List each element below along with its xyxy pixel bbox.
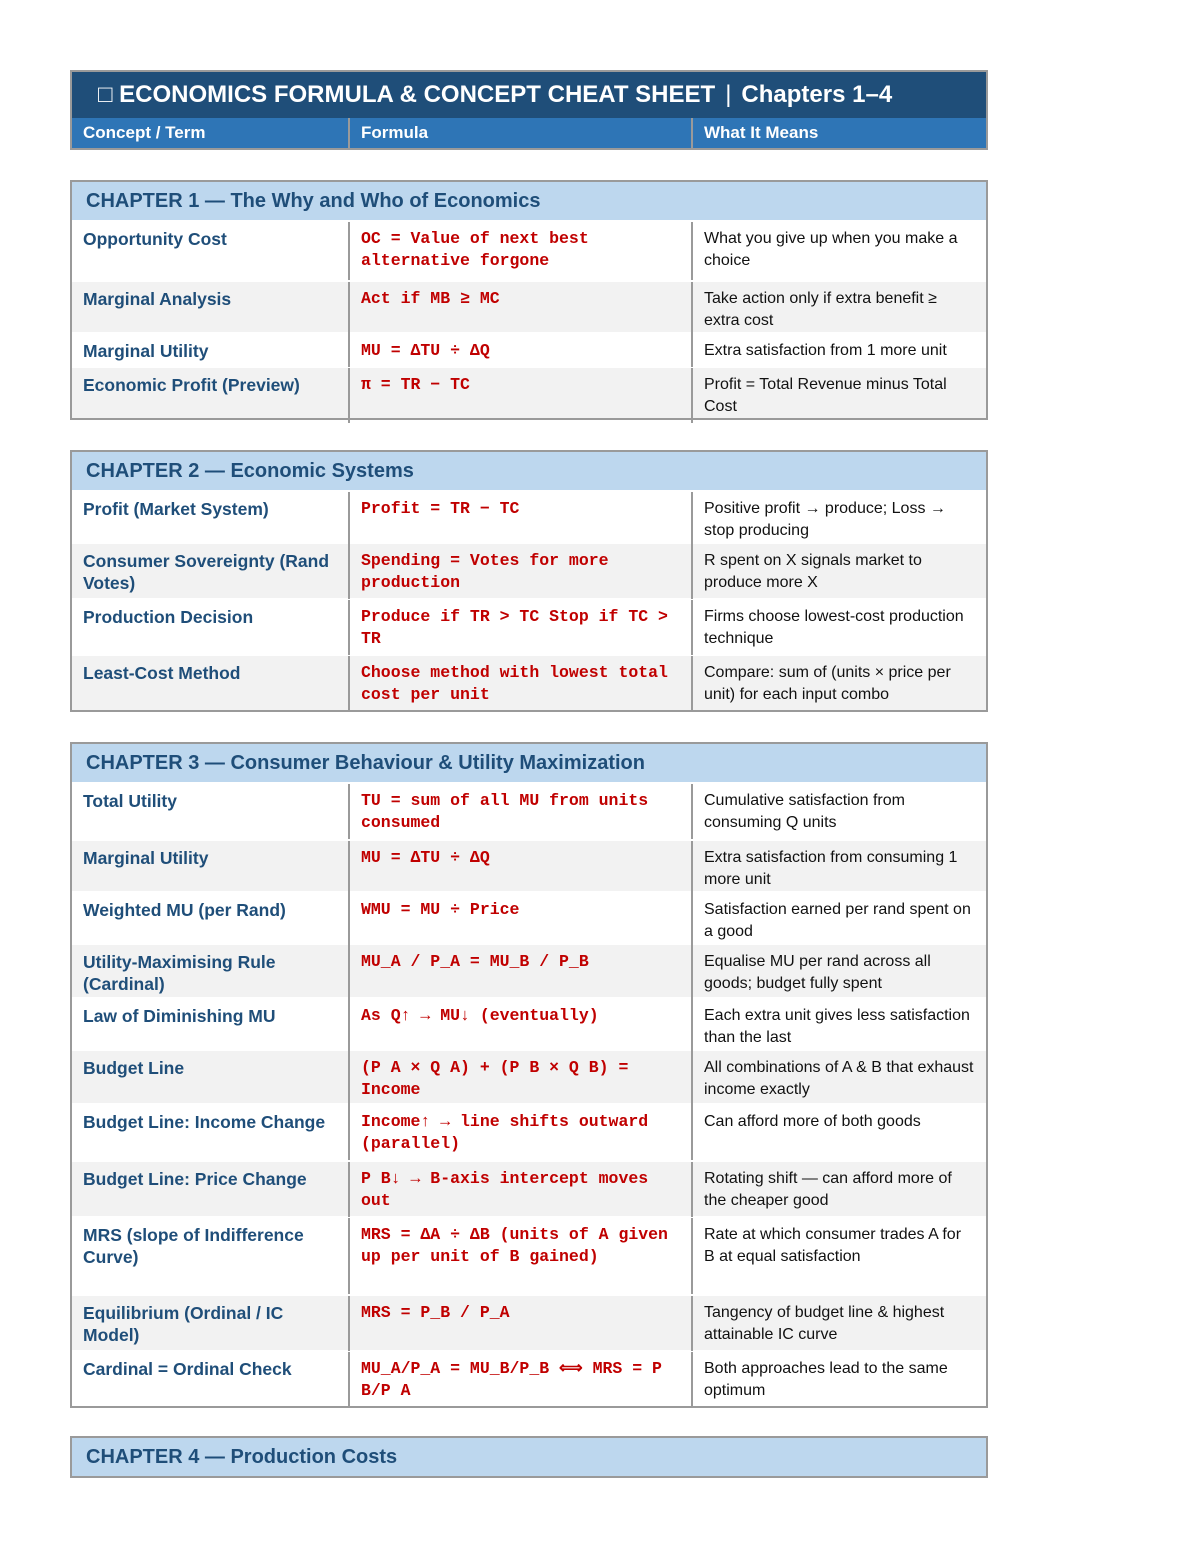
meaning-cell: Can afford more of both goods xyxy=(704,1113,921,1130)
formula-cell: MU_A / P_A = MU_B / P_B xyxy=(350,945,693,1000)
term-cell: Budget Line: Income Change xyxy=(72,1105,350,1160)
meaning-cell: Tangency of budget line & highest attainable IC curve xyxy=(704,1304,945,1343)
table-row xyxy=(72,839,986,891)
formula-cell: OC = Value of next best alternative forgone xyxy=(350,222,693,280)
meaning-cell: Equalise MU per rand across all goods; budget fully spent xyxy=(704,953,931,992)
formula-cell: Profit = TR − TC xyxy=(350,492,693,547)
sheet-title: ECONOMICS FORMULA & CONCEPT CHEAT SHEET xyxy=(119,81,716,108)
meaning-cell: Profit = Total Revenue minus Total Cost xyxy=(704,376,947,415)
table-row xyxy=(72,1103,986,1160)
formula-cell: TU = sum of all MU from units consumed xyxy=(350,784,693,839)
chapter-section-3 xyxy=(70,742,988,1408)
column-header-term: Concept / Term xyxy=(72,118,350,148)
meaning-cell: Positive profit → produce; Loss → stop producing xyxy=(704,500,946,539)
table-row xyxy=(72,1049,986,1103)
meaning-cell: Each extra unit gives less satisfaction than the last xyxy=(704,1007,970,1046)
formula-cell: MU = ΔTU ÷ ΔQ xyxy=(350,334,693,367)
meaning-cell: Rotating shift — can afford more of the cheaper good xyxy=(704,1170,952,1209)
term-cell: Marginal Utility xyxy=(72,841,350,896)
chapter-section-4 xyxy=(70,1436,988,1478)
meaning-cell: Cumulative satisfaction from consuming Q units xyxy=(704,792,905,831)
title-separator: | xyxy=(725,81,732,108)
term-cell: MRS (slope of Indifference Curve) xyxy=(72,1218,350,1294)
term-cell: Law of Diminishing MU xyxy=(72,999,350,1054)
meaning-cell: Firms choose lowest-cost production technique xyxy=(704,608,964,647)
term-cell: Equilibrium (Ordinal / IC Model) xyxy=(72,1296,350,1351)
term-cell: Budget Line: Price Change xyxy=(72,1162,350,1217)
meaning-cell: All combinations of A & B that exhaust income exactly xyxy=(704,1059,974,1098)
meaning-cell: Extra satisfaction from 1 more unit xyxy=(704,342,947,359)
chapter-heading: CHAPTER 2 — Economic Systems xyxy=(72,450,986,490)
meaning-cell: Compare: sum of (units × price per unit) for each input combo xyxy=(704,664,951,703)
meaning-cell: What you give up when you make a choice xyxy=(704,230,958,269)
table-row xyxy=(72,332,986,366)
sheet-title-bar xyxy=(70,70,988,118)
table-row xyxy=(72,997,986,1049)
table-row xyxy=(72,1160,986,1216)
meaning-cell: Take action only if extra benefit ≥ extra cost xyxy=(704,290,937,329)
formula-cell: MRS = ΔA ÷ ΔB (units of A given up per unit of B gained) xyxy=(350,1218,693,1294)
term-cell: Weighted MU (per Rand) xyxy=(72,893,350,948)
table-row xyxy=(72,1350,986,1406)
meaning-cell: Satisfaction earned per rand spent on a good xyxy=(704,901,971,940)
table-row xyxy=(72,280,986,332)
cheat-sheet xyxy=(70,70,988,1478)
table-row xyxy=(72,542,986,598)
formula-cell: (P A × Q A) + (P B × Q B) = Income xyxy=(350,1051,693,1106)
term-cell: Opportunity Cost xyxy=(72,222,350,280)
chapter-heading: CHAPTER 4 — Production Costs xyxy=(72,1436,986,1476)
chapter-section-1 xyxy=(70,180,988,420)
formula-cell: MU = ΔTU ÷ ΔQ xyxy=(350,841,693,896)
term-cell: Marginal Utility xyxy=(72,334,350,367)
formula-cell: Spending = Votes for more production xyxy=(350,544,693,599)
column-header-formula: Formula xyxy=(350,118,693,148)
term-cell: Least-Cost Method xyxy=(72,656,350,711)
meaning-cell: Rate at which consumer trades A for B at equal satisfaction xyxy=(704,1226,962,1265)
sheet-subtitle: Chapters 1–4 xyxy=(741,81,893,108)
meaning-cell: Extra satisfaction from consuming 1 more unit xyxy=(704,849,958,888)
formula-cell: MU_A/P_A = MU_B/P_B ⟺ MRS = P B/P A xyxy=(350,1352,693,1407)
term-cell: Economic Profit (Preview) xyxy=(72,368,350,423)
table-row xyxy=(72,220,986,280)
term-cell: Budget Line xyxy=(72,1051,350,1106)
formula-cell: MRS = P_B / P_A xyxy=(350,1296,693,1351)
table-row xyxy=(72,366,986,418)
table-row xyxy=(72,891,986,943)
formula-cell: π = TR − TC xyxy=(350,368,693,423)
table-row xyxy=(72,654,986,710)
table-row xyxy=(72,782,986,839)
table-row xyxy=(72,490,986,542)
chapter-heading: CHAPTER 3 — Consumer Behaviour & Utility Maximization xyxy=(72,742,986,782)
document-icon: □ xyxy=(98,81,113,108)
table-row xyxy=(72,943,986,997)
formula-cell: Income↑ → line shifts outward (parallel) xyxy=(350,1105,693,1160)
formula-cell: WMU = MU ÷ Price xyxy=(350,893,693,948)
term-cell: Production Decision xyxy=(72,600,350,655)
term-cell: Marginal Analysis xyxy=(72,282,350,337)
meaning-cell: Both approaches lead to the same optimum xyxy=(704,1360,948,1399)
term-cell: Cardinal = Ordinal Check xyxy=(72,1352,350,1407)
term-cell: Consumer Sovereignty (Rand Votes) xyxy=(72,544,350,599)
table-row xyxy=(72,1294,986,1350)
meaning-cell: R spent on X signals market to produce more X xyxy=(704,552,922,591)
term-cell: Profit (Market System) xyxy=(72,492,350,547)
table-row xyxy=(72,1216,986,1294)
chapter-section-2 xyxy=(70,450,988,712)
chapter-heading: CHAPTER 1 — The Why and Who of Economics xyxy=(72,180,986,220)
formula-cell: P B↓ → B-axis intercept moves out xyxy=(350,1162,693,1217)
formula-cell: As Q↑ → MU↓ (eventually) xyxy=(350,999,693,1054)
formula-cell: Produce if TR > TC Stop if TC > TR xyxy=(350,600,693,655)
sections-container xyxy=(70,180,988,1478)
table-row xyxy=(72,598,986,654)
term-cell: Total Utility xyxy=(72,784,350,839)
column-header-meaning: What It Means xyxy=(704,123,819,142)
column-header-row xyxy=(70,118,988,150)
formula-cell: Choose method with lowest total cost per unit xyxy=(350,656,693,711)
term-cell: Utility-Maximising Rule (Cardinal) xyxy=(72,945,350,1000)
formula-cell: Act if MB ≥ MC xyxy=(350,282,693,337)
